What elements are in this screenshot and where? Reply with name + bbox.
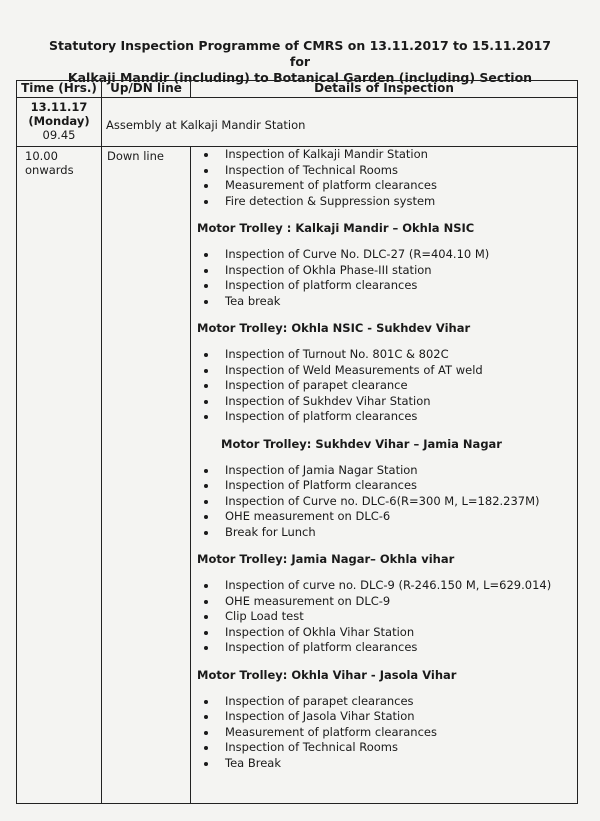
list-item: Inspection of platform clearances bbox=[197, 640, 577, 656]
list-item: Inspection of platform clearances bbox=[197, 278, 577, 294]
section-list bbox=[197, 247, 577, 309]
section-list bbox=[197, 463, 577, 541]
list-item: Inspection of parapet clearance bbox=[197, 378, 577, 394]
line-cell: Down line bbox=[102, 147, 191, 804]
list-item: Measurement of platform clearances bbox=[197, 725, 577, 741]
section-heading: Motor Trolley: Okhla NSIC - Sukhdev Vihar bbox=[197, 321, 471, 335]
document-title bbox=[40, 38, 560, 86]
list-item: OHE measurement on DLC-6 bbox=[197, 509, 577, 525]
section-list bbox=[197, 694, 577, 772]
list-item: Inspection of Platform clearances bbox=[197, 478, 577, 494]
list-item: Inspection of Turnout No. 801C & 802C bbox=[197, 347, 577, 363]
date-cell bbox=[17, 98, 102, 147]
title-line-1: Statutory Inspection Programme of CMRS on 13.11.2017 to 15.11.2017 for bbox=[48, 38, 551, 69]
list-item: Inspection of Curve No. DLC-27 (R=404.10 M) bbox=[197, 247, 577, 263]
assembly-cell: Assembly at Kalkaji Mandir Station bbox=[102, 98, 578, 147]
list-item: Inspection of Weld Measurements of AT weld bbox=[197, 363, 577, 379]
down-line-row bbox=[17, 147, 578, 804]
list-item: Fire detection & Suppression system bbox=[197, 194, 577, 210]
list-item: Tea break bbox=[197, 294, 577, 310]
start-time-cell bbox=[17, 147, 102, 804]
inspection-schedule-table bbox=[16, 80, 578, 804]
date-row bbox=[17, 98, 578, 147]
header-line: Up/DN line bbox=[102, 81, 191, 98]
section-heading: Motor Trolley: Jamia Nagar– Okhla vihar bbox=[197, 552, 455, 566]
list-item: Tea Break bbox=[197, 756, 577, 772]
table-header-row bbox=[17, 81, 578, 98]
list-item: Inspection of Jasola Vihar Station bbox=[197, 709, 577, 725]
list-item: Inspection of Okhla Phase-III station bbox=[197, 263, 577, 279]
intro-list bbox=[197, 147, 577, 209]
section-heading: Motor Trolley : Kalkaji Mandir – Okhla NSIC bbox=[197, 221, 475, 235]
list-item: Inspection of Curve no. DLC-6(R=300 M, L=182.237M) bbox=[197, 494, 577, 510]
section-heading: Motor Trolley: Okhla Vihar - Jasola Vihar bbox=[197, 667, 457, 682]
details-cell bbox=[191, 147, 578, 804]
list-item: Break for Lunch bbox=[197, 525, 577, 541]
section-list bbox=[197, 347, 577, 425]
list-item: Inspection of Sukhdev Vihar Station bbox=[197, 394, 577, 410]
list-item: Inspection of platform clearances bbox=[197, 409, 577, 425]
list-item: Inspection of parapet clearances bbox=[197, 694, 577, 710]
header-details: Details of Inspection bbox=[191, 81, 578, 98]
section-heading: Motor Trolley: Sukhdev Vihar – Jamia Nagar bbox=[221, 436, 502, 451]
list-item: Inspection of Kalkaji Mandir Station bbox=[197, 147, 577, 163]
list-item: Inspection of Technical Rooms bbox=[197, 740, 577, 756]
list-item: Inspection of Jamia Nagar Station bbox=[197, 463, 577, 479]
list-item: Inspection of Okhla Vihar Station bbox=[197, 625, 577, 641]
list-item: OHE measurement on DLC-9 bbox=[197, 594, 577, 610]
assembly-time: 09.45 bbox=[42, 128, 76, 142]
header-time: Time (Hrs.) bbox=[17, 81, 102, 98]
title-line-2: Kalkaji Mandir (including) to Botanical Garden (including) Section bbox=[67, 70, 533, 85]
start-time-suffix: onwards bbox=[25, 163, 74, 177]
list-item: Inspection of Technical Rooms bbox=[197, 163, 577, 179]
start-time: 10.00 bbox=[25, 149, 58, 163]
list-item: Inspection of curve no. DLC-9 (R-246.150 M, L=629.014) bbox=[197, 578, 577, 594]
section-list bbox=[197, 578, 577, 656]
date-text: 13.11.17 bbox=[30, 100, 88, 114]
list-item: Clip Load test bbox=[197, 609, 577, 625]
list-item: Measurement of platform clearances bbox=[197, 178, 577, 194]
day-text: (Monday) bbox=[28, 114, 90, 128]
